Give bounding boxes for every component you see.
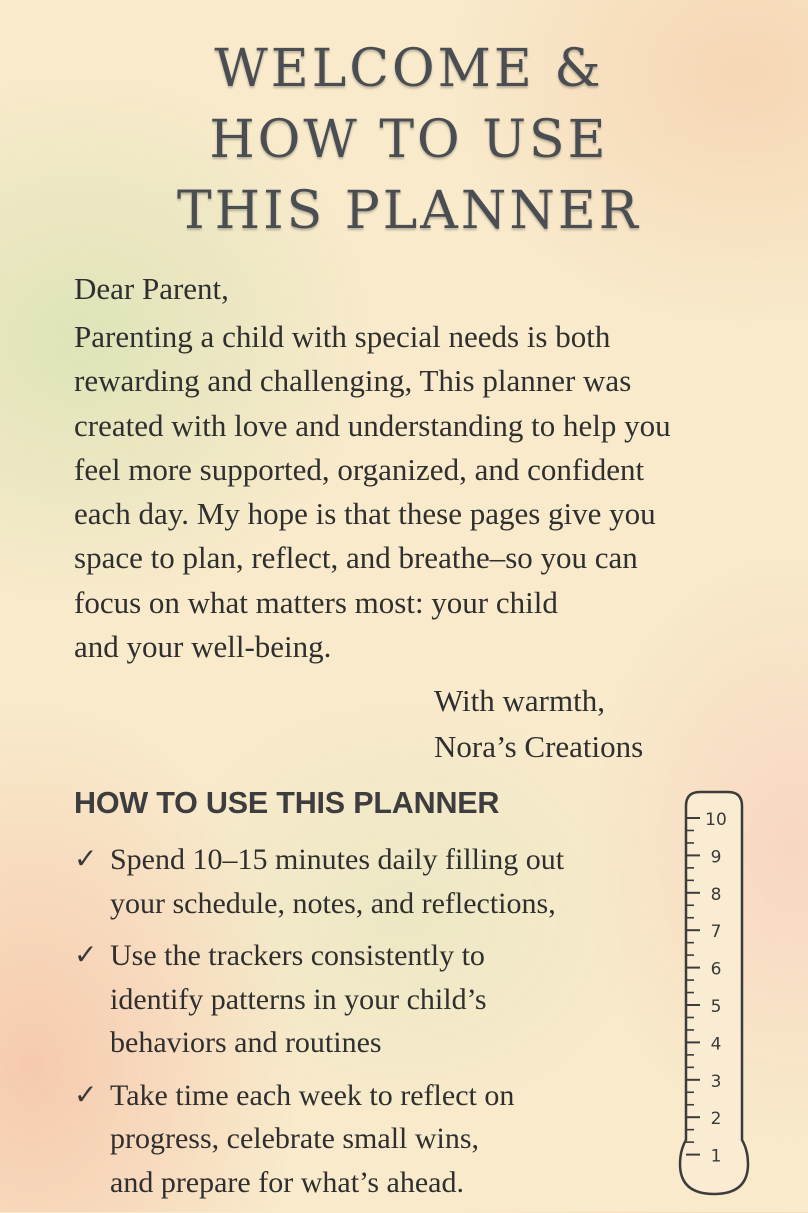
letter-line: created with love and understanding to help you — [74, 407, 671, 443]
thermometer-label: 7 — [710, 922, 722, 943]
list-item-line: and prepare for what’s ahead. — [110, 1165, 464, 1199]
letter-line: focus on what matters most: your child — [74, 584, 558, 620]
thermometer-label: 3 — [710, 1071, 722, 1092]
letter-greeting: Dear Parent, — [74, 271, 229, 306]
letter-line: feel more supported, organized, and confident — [74, 451, 645, 487]
thermometer-tracker — [676, 788, 752, 1200]
thermometer-label: 6 — [710, 959, 722, 980]
list-item — [74, 1074, 654, 1205]
thermometer-label: 8 — [710, 884, 722, 905]
signoff-signature: Nora’s Creations — [434, 729, 644, 764]
thermometer-label: 10 — [705, 810, 727, 830]
letter-body — [74, 315, 774, 669]
title-line: HOW TO USE — [209, 110, 609, 170]
check-icon: ✓ — [74, 940, 98, 971]
howto-heading: HOW TO USE THIS PLANNER — [74, 786, 500, 820]
list-item — [74, 838, 654, 925]
check-icon: ✓ — [74, 844, 98, 875]
letter-line: each day. My hope is that these pages give you — [74, 496, 656, 532]
signoff-line: With warmth, — [434, 683, 605, 718]
thermometer-label: 2 — [710, 1109, 722, 1130]
thermometer-label: 9 — [710, 847, 722, 868]
list-item-line: your schedule, notes, and reflections, — [110, 886, 556, 920]
thermometer-label: 4 — [710, 1034, 722, 1055]
list-item-line: behaviors and routines — [110, 1026, 382, 1059]
list-item — [74, 934, 654, 1065]
list-item-line: Take time each week to reflect on — [110, 1078, 515, 1112]
letter-line: Parenting a child with special needs is both — [74, 319, 611, 354]
letter-line: rewarding and challenging, This planner was — [74, 363, 632, 399]
howto-list — [74, 838, 654, 1213]
list-item-line: identify patterns in your child’s — [110, 982, 487, 1016]
thermometer-label: 5 — [710, 997, 722, 1017]
letter-line: and your well-being. — [74, 629, 332, 665]
title-line: THIS PLANNER — [177, 181, 641, 241]
list-item-line: progress, celebrate small wins, — [110, 1122, 480, 1155]
letter-signoff — [434, 678, 643, 770]
letter-line: space to plan, reflect, and breathe–so you can — [74, 540, 638, 576]
title-line: WELCOME & — [214, 39, 604, 99]
list-item-line: Use the trackers consistently to — [110, 939, 485, 972]
thermometer-label: 1 — [710, 1146, 722, 1167]
page-title — [0, 34, 808, 247]
check-icon: ✓ — [74, 1079, 98, 1111]
list-item-line: Spend 10–15 minutes daily filling out — [110, 843, 565, 876]
welcome-letter — [74, 267, 774, 669]
